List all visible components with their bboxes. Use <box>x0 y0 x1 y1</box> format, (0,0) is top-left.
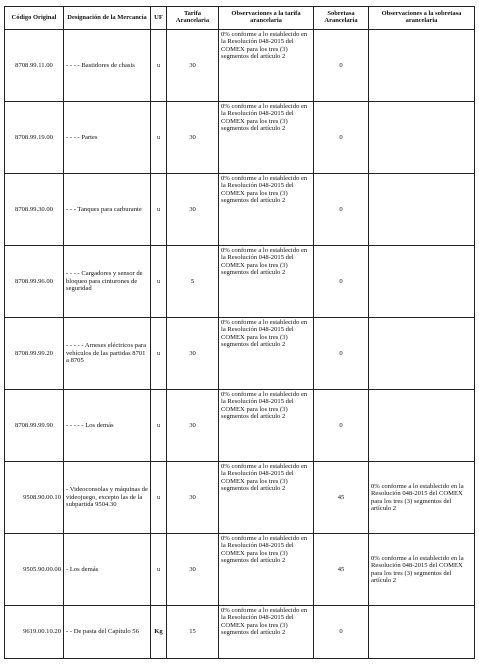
cell-surcharge-observations: 0% conforme a lo establecido en la Resolución 048-2015 del COMEX para los tres (3) segmentos del artículo 2 <box>369 534 475 606</box>
cell-tariff-rate: 30 <box>167 318 219 390</box>
table-row <box>5 102 475 174</box>
cell-surcharge-observations <box>369 390 475 462</box>
table-row <box>5 246 475 318</box>
table-row <box>5 174 475 246</box>
cell-code: 9508.90.00.10 <box>5 462 64 534</box>
header-surcharge: Sobretasa Arancelaria <box>314 7 369 30</box>
cell-description: - - - - Partes <box>64 102 151 174</box>
tariff-table <box>4 6 475 659</box>
cell-uf: u <box>151 462 167 534</box>
cell-uf: u <box>151 318 167 390</box>
cell-surcharge-observations: 0% conforme a lo establecido en la Resolución 048-2015 del COMEX para los tres (3) segmentos del artículo 2 <box>369 462 475 534</box>
cell-description: - Los demás <box>64 534 151 606</box>
header-code: Código Original <box>5 7 64 30</box>
cell-code: 8708.99.11.00 <box>5 30 64 102</box>
cell-code: 8708.99.99.90 <box>5 390 64 462</box>
cell-surcharge: 45 <box>314 534 369 606</box>
cell-surcharge: 0 <box>314 102 369 174</box>
cell-tariff-observations: 0% conforme a lo establecido en la Resolución 048-2015 del COMEX para los tres (3) segmentos del artículo 2 <box>219 606 314 659</box>
table-row <box>5 534 475 606</box>
cell-surcharge-observations <box>369 318 475 390</box>
cell-surcharge-observations <box>369 246 475 318</box>
cell-uf: u <box>151 174 167 246</box>
header-tariff-rate: Tarifa Arancelaria <box>167 7 219 30</box>
cell-code: 8708.99.96.00 <box>5 246 64 318</box>
cell-surcharge-observations <box>369 30 475 102</box>
cell-surcharge: 45 <box>314 462 369 534</box>
header-tariff-observations: Observaciones a la tarifa arancelaria <box>219 7 314 30</box>
cell-tariff-observations: 0% conforme a lo establecido en la Resolución 048-2015 del COMEX para los tres (3) segmentos del artículo 2 <box>219 102 314 174</box>
tariff-document <box>4 6 475 659</box>
cell-uf: u <box>151 246 167 318</box>
cell-description: - - - - Bastidores de chasis <box>64 30 151 102</box>
cell-uf: u <box>151 534 167 606</box>
cell-surcharge: 0 <box>314 606 369 659</box>
cell-tariff-rate: 30 <box>167 30 219 102</box>
table-row <box>5 390 475 462</box>
cell-surcharge-observations <box>369 102 475 174</box>
cell-tariff-rate: 15 <box>167 606 219 659</box>
cell-description: - Videoconsolas y máquinas de videojuego, excepto las de la subpartida 9504.30 <box>64 462 151 534</box>
cell-code: 8708.99.99.20 <box>5 318 64 390</box>
cell-tariff-observations: 0% conforme a lo establecido en la Resolución 048-2015 del COMEX para los tres (3) segmentos del artículo 2 <box>219 534 314 606</box>
cell-description: - - De pasta del Capítulo 56 <box>64 606 151 659</box>
cell-uf: u <box>151 102 167 174</box>
table-row <box>5 318 475 390</box>
cell-code: 8708.99.30.00 <box>5 174 64 246</box>
cell-description: - - - Tanques para carburante <box>64 174 151 246</box>
cell-tariff-observations: 0% conforme a lo establecido en la Resolución 048-2015 del COMEX para los tres (3) segmentos del artículo 2 <box>219 390 314 462</box>
cell-tariff-observations: 0% conforme a lo establecido en la Resolución 048-2015 del COMEX para los tres (3) segmentos del artículo 2 <box>219 318 314 390</box>
cell-surcharge: 0 <box>314 174 369 246</box>
cell-description: - - - - - Los demás <box>64 390 151 462</box>
header-surcharge-observations: Observaciones a la sobretasa arancelaria <box>369 7 475 30</box>
cell-surcharge: 0 <box>314 246 369 318</box>
header-row <box>5 7 475 30</box>
cell-surcharge-observations <box>369 174 475 246</box>
cell-surcharge: 0 <box>314 390 369 462</box>
cell-surcharge-observations <box>369 606 475 659</box>
cell-code: 8708.99.19.00 <box>5 102 64 174</box>
table-row <box>5 462 475 534</box>
cell-uf: u <box>151 390 167 462</box>
header-description: Designación de la Mercancía <box>64 7 151 30</box>
header-uf: UF <box>151 7 167 30</box>
cell-uf: u <box>151 30 167 102</box>
cell-tariff-rate: 30 <box>167 102 219 174</box>
cell-tariff-observations: 0% conforme a lo establecido en la Resolución 048-2015 del COMEX para los tres (3) segmentos del artículo 2 <box>219 30 314 102</box>
cell-code: 9505.90.00.00 <box>5 534 64 606</box>
table-row <box>5 606 475 659</box>
table-row <box>5 30 475 102</box>
cell-surcharge: 0 <box>314 318 369 390</box>
cell-surcharge: 0 <box>314 30 369 102</box>
cell-tariff-observations: 0% conforme a lo establecido en la Resolución 048-2015 del COMEX para los tres (3) segmentos del artículo 2 <box>219 246 314 318</box>
cell-description: - - - - Cargadores y sensor de bloqueo para cinturones de seguridad <box>64 246 151 318</box>
cell-description: - - - - - Arneses eléctricos para vehículos de las partidas 8701 a 8705 <box>64 318 151 390</box>
cell-tariff-observations: 0% conforme a lo establecido en la Resolución 048-2015 del COMEX para los tres (3) segmentos del artículo 2 <box>219 174 314 246</box>
cell-tariff-rate: 30 <box>167 534 219 606</box>
cell-tariff-observations: 0% conforme a lo establecido en la Resolución 048-2015 del COMEX para los tres (3) segmentos del artículo 2 <box>219 462 314 534</box>
cell-tariff-rate: 5 <box>167 246 219 318</box>
cell-tariff-rate: 30 <box>167 390 219 462</box>
cell-code: 9619.00.10.20 <box>5 606 64 659</box>
cell-tariff-rate: 30 <box>167 462 219 534</box>
cell-uf: Kg <box>151 606 167 659</box>
cell-tariff-rate: 30 <box>167 174 219 246</box>
